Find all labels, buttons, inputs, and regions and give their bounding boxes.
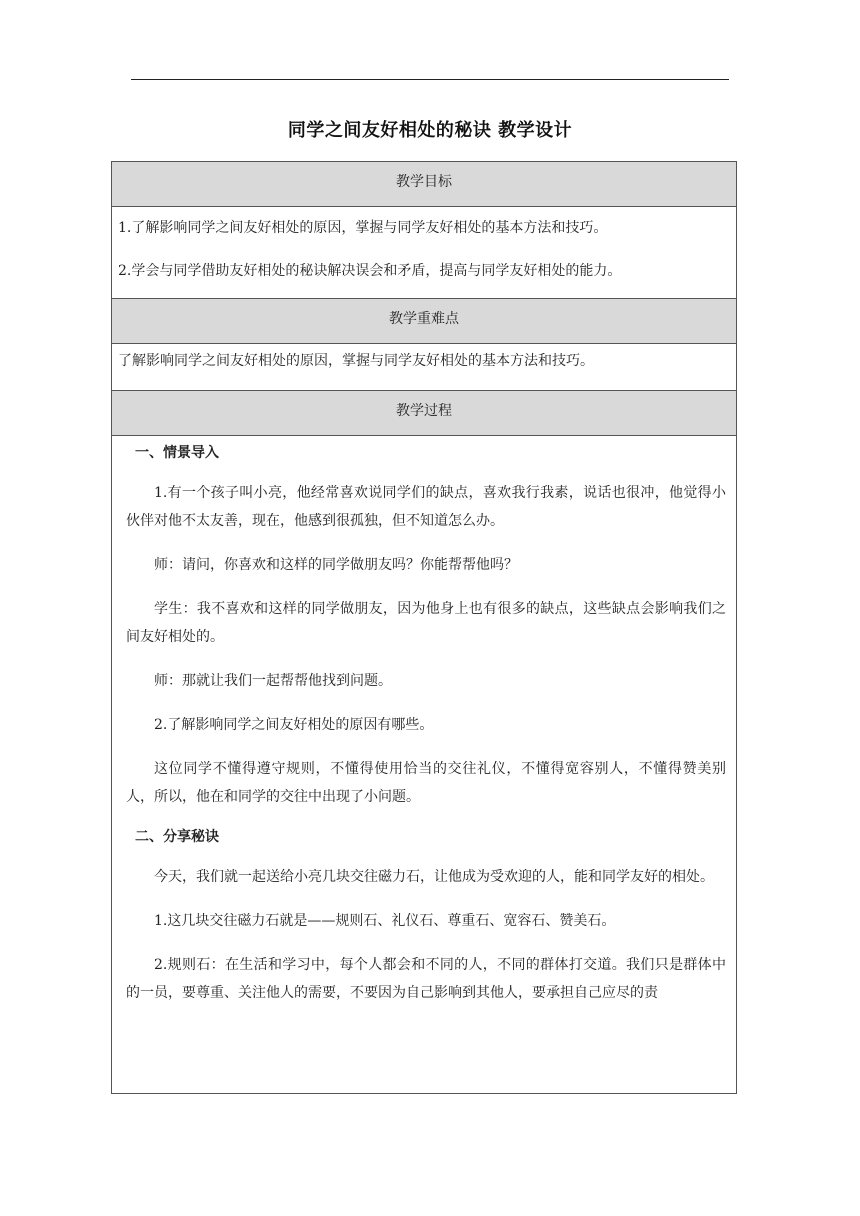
paragraph: 2.了解影响同学之间友好相处的原因有哪些。 bbox=[154, 717, 434, 733]
keypoints-header: 教学重难点 bbox=[112, 299, 736, 344]
document-title: 同学之间友好相处的秘诀 教学设计 bbox=[287, 120, 573, 141]
paragraph: 学生：我不喜欢和这样的同学做朋友，因为他身上也有很多的缺点，这些缺点会影响我们之间友好相处的。 bbox=[126, 601, 726, 645]
paragraph: 师：请问，你喜欢和这样的同学做朋友吗？你能帮帮他吗？ bbox=[154, 557, 518, 573]
section-heading: 一、情景导入 bbox=[135, 445, 219, 461]
paragraph: 师：那就让我们一起帮帮他找到问题。 bbox=[154, 673, 392, 689]
paragraph: 1.有一个孩子叫小亮，他经常喜欢说同学们的缺点，喜欢我行我素，说话也很冲，他觉得小伙伴对他不太友善，现在，他感到很孤独，但不知道怎么办。 bbox=[126, 485, 726, 529]
lesson-plan-table bbox=[111, 161, 737, 1094]
keypoints-text: 了解影响同学之间友好相处的原因，掌握与同学友好相处的基本方法和技巧。 bbox=[118, 353, 594, 369]
section-heading: 二、分享秘诀 bbox=[135, 829, 219, 845]
paragraph: 2.规则石：在生活和学习中，每个人都会和不同的人，不同的群体打交道。我们只是群体中的一员，要尊重、关注他人的需要，不要因为自己影响到其他人，要承担自己应尽的责 bbox=[126, 957, 726, 1001]
goals-header: 教学目标 bbox=[112, 162, 736, 207]
header-rule bbox=[131, 79, 729, 80]
process-header: 教学过程 bbox=[112, 391, 736, 436]
paragraph: 这位同学不懂得遵守规则，不懂得使用恰当的交往礼仪，不懂得宽容别人，不懂得赞美别人，所以，他在和同学的交往中出现了小问题。 bbox=[126, 761, 726, 805]
goal-item: 1.了解影响同学之间友好相处的原因，掌握与同学友好相处的基本方法和技巧。 bbox=[118, 220, 608, 236]
goal-item: 2.学会与同学借助友好相处的秘诀解决误会和矛盾，提高与同学友好相处的能力。 bbox=[118, 263, 622, 279]
paragraph: 今天，我们就一起送给小亮几块交往磁力石，让他成为受欢迎的人，能和同学友好的相处。 bbox=[154, 869, 714, 885]
keypoints-cell bbox=[112, 344, 736, 391]
process-cell bbox=[112, 436, 736, 1093]
paragraph: 1.这几块交往磁力石就是——规则石、礼仪石、尊重石、宽容石、赞美石。 bbox=[154, 913, 616, 929]
goals-cell bbox=[112, 207, 736, 299]
